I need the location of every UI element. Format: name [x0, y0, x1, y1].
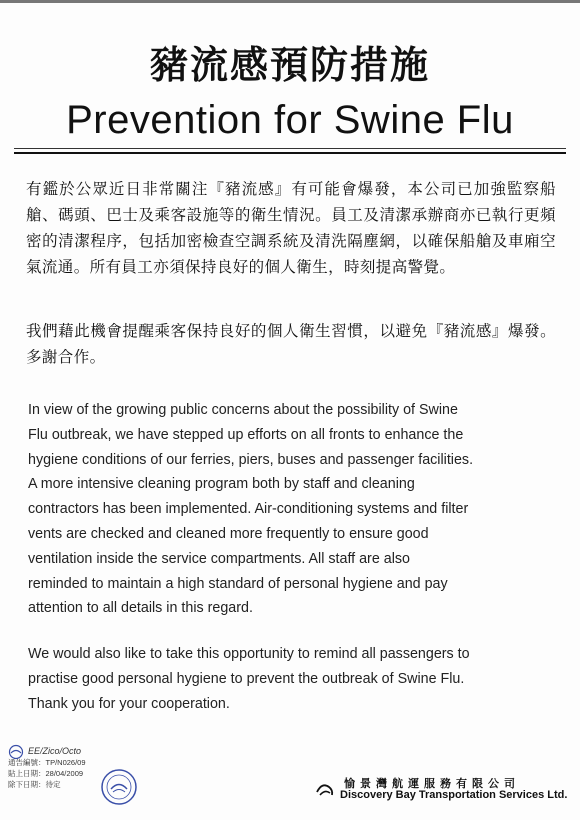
top-border: [0, 0, 580, 3]
company-name-chinese: 愉景灣航運服務有限公司: [344, 777, 520, 790]
removal-date: 除下日期：待定: [8, 780, 61, 789]
title-divider: [14, 148, 566, 154]
english-paragraph-2: [28, 642, 558, 716]
chinese-paragraph-2: 我們藉此機會提醒乘客保持良好的個人衛生習慣，以避免『豬流感』爆發。多謝合作。: [26, 322, 556, 366]
company-seal-stamp: [100, 768, 138, 806]
english-line: Thank you for your cooperation.: [28, 695, 230, 712]
english-paragraph-1: [28, 398, 558, 621]
english-line: contractors has been implemented. Air-conditioning systems and filter: [28, 501, 469, 518]
english-line: Flu outbreak, we have stepped up efforts on all fronts to enhance the: [28, 426, 464, 443]
footer-reference: [8, 746, 86, 790]
english-line: We would also like to take this opportunity to remind all passengers to: [28, 646, 470, 662]
english-line: practise good personal hygiene to prevent the outbreak of Swine Flu.: [28, 670, 465, 687]
english-line: hygiene conditions of our ferries, piers, buses and passenger facilities.: [28, 451, 474, 468]
english-line: ventilation inside the service compartments. All staff are also: [28, 550, 410, 567]
english-line: A more intensive cleaning program both by staff and cleaning: [28, 476, 415, 493]
title-chinese: 豬流感預防措施: [149, 43, 430, 87]
reference-code: EE/Zico/Octo: [28, 746, 82, 756]
notice-number: 通告編號：TP/N026/09: [8, 758, 86, 767]
title-english: Prevention for Swine Flu: [66, 98, 514, 142]
english-line: In view of the growing public concerns about the possibility of Swine: [28, 402, 458, 418]
post-date: 貼上日期：28/04/2009: [8, 769, 84, 778]
english-line: attention to all details in this regard.: [28, 600, 253, 617]
company-logo-icon: [314, 778, 336, 800]
english-line: vents are checked and cleaned more frequently to ensure good: [28, 525, 429, 542]
english-line: reminded to maintain a high standard of personal hygiene and pay: [28, 575, 448, 592]
chinese-paragraph-1: 有鑑於公眾近日非常關注『豬流感』有可能會爆發，本公司已加強監察船艙、碼頭、巴士及乘客設施等的衛生情況。員工及清潔承辦商亦已執行更頻密的清潔程序，包括加密檢查空調系統及清洗隔塵網，以確保船艙及車廂空氣流通。所有員工亦須保持良好的個人衛生，時刻提高警覺。: [26, 180, 556, 276]
company-name-english: Discovery Bay Transportation Services Ltd.: [340, 789, 568, 801]
